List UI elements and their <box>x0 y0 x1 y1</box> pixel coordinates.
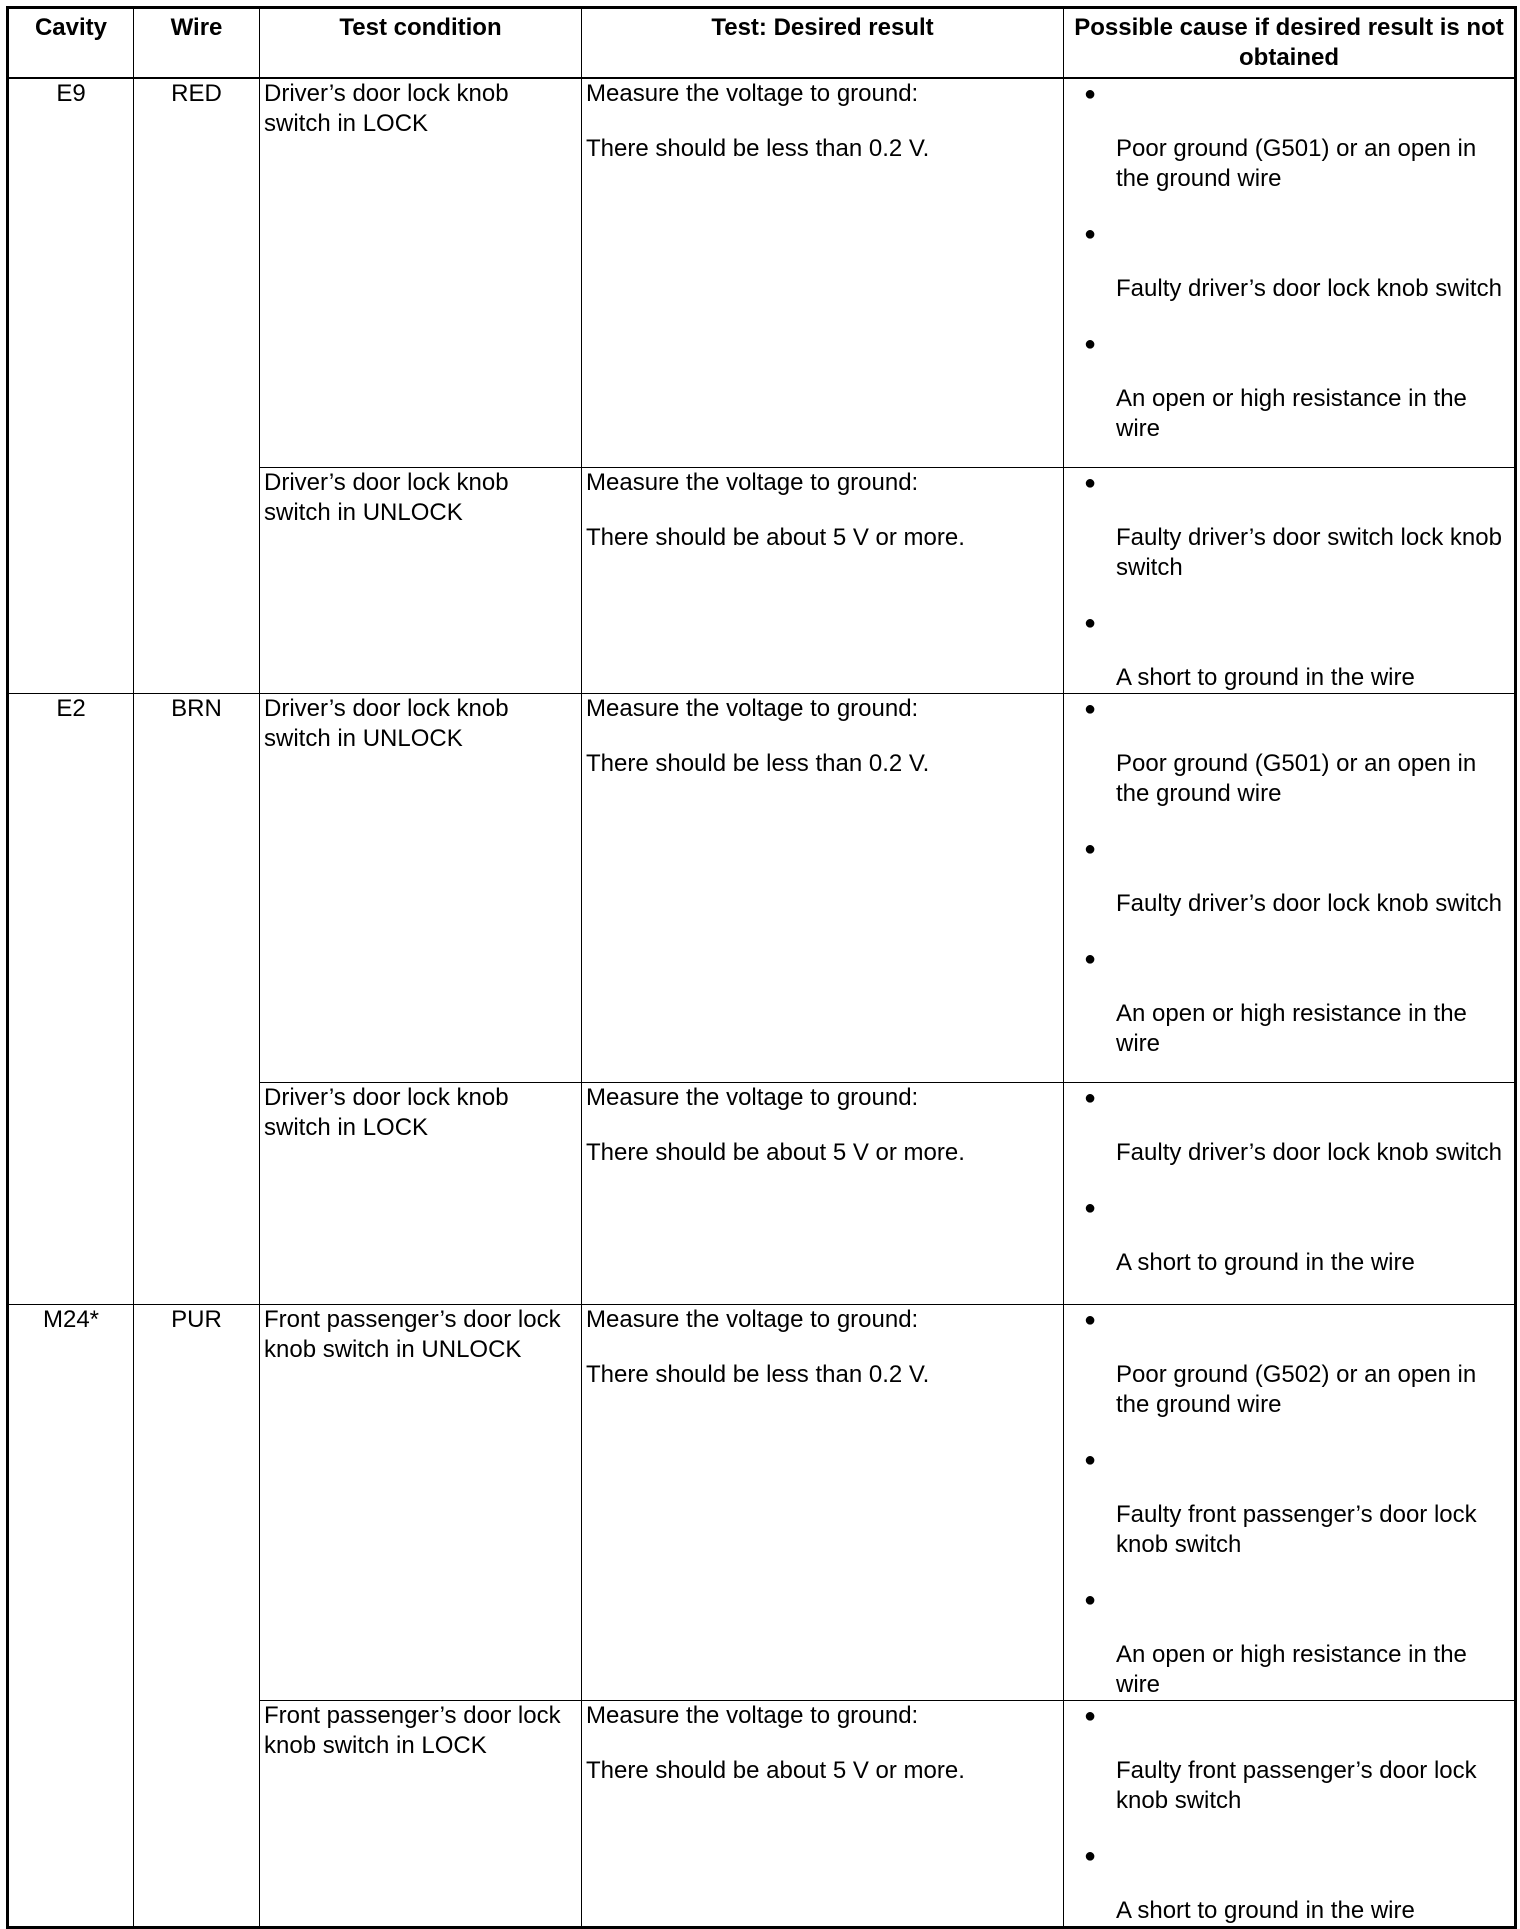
result-line: There should be less than 0.2 V. <box>586 1360 930 1388</box>
cause-item <box>1084 1305 1502 1420</box>
result-line: Measure the voltage to ground: <box>586 1701 919 1729</box>
cause-text: Faulty driver’s door lock knob switch <box>1116 275 1502 302</box>
wire-cell: PUR <box>134 1304 260 1927</box>
possible-cause-cell <box>1064 467 1516 693</box>
cause-text: A short to ground in the wire <box>1116 1248 1415 1276</box>
table-row <box>8 693 1516 1082</box>
bullet-icon: ● <box>1084 1704 1097 1727</box>
cause-text: A short to ground in the wire <box>1116 663 1415 691</box>
possible-cause-cell <box>1064 1082 1516 1304</box>
possible-cause-cell <box>1064 693 1516 1082</box>
wire-cell: BRN <box>134 693 260 1304</box>
test-condition-cell: Driver’s door lock knob switch in LOCK <box>260 1082 582 1304</box>
result-line: There should be about 5 V or more. <box>586 1138 965 1166</box>
cause-text: An open or high resistance in the wire <box>1116 999 1467 1057</box>
cause-text: An open or high resistance in the wire <box>1116 385 1467 442</box>
cavity-cell: M24* <box>8 1304 134 1927</box>
cause-text: Faulty driver’s door lock knob switch <box>1116 1138 1502 1166</box>
cause-item <box>1084 1585 1502 1700</box>
result-line: Measure the voltage to ground: <box>586 1083 919 1111</box>
result-line: Measure the voltage to ground: <box>586 694 919 722</box>
table-row <box>8 1304 1516 1700</box>
test-condition-cell: Driver’s door lock knob switch in UNLOCK <box>260 467 582 693</box>
header-possible-cause: Possible cause if desired result is not obtained <box>1064 8 1516 79</box>
test-condition-cell: Front passenger’s door lock knob switch in LOCK <box>260 1700 582 1927</box>
cause-text: Faulty driver’s door lock knob switch <box>1116 889 1502 917</box>
cavity-cell: E9 <box>8 78 134 693</box>
cause-text: Faulty front passenger’s door lock knob switch <box>1116 1756 1477 1814</box>
desired-result-cell <box>582 1082 1064 1304</box>
cause-text: Poor ground (G502) or an open in the ground wire <box>1116 1360 1477 1418</box>
desired-result-cell <box>582 1700 1064 1927</box>
header-row <box>8 8 1516 79</box>
result-line: Measure the voltage to ground: <box>586 468 919 496</box>
bullet-icon: ● <box>1084 83 1097 105</box>
desired-result-cell <box>582 78 1064 467</box>
header-desired-result: Test: Desired result <box>582 8 1064 79</box>
table-body <box>8 78 1516 1927</box>
cause-item <box>1084 1841 1502 1926</box>
wire-cell: RED <box>134 78 260 693</box>
bullet-icon: ● <box>1084 333 1097 355</box>
cause-text: An open or high resistance in the wire <box>1116 1640 1467 1698</box>
cause-item <box>1084 834 1502 919</box>
result-line: There should be about 5 V or more. <box>586 1756 965 1784</box>
bullet-icon: ● <box>1084 1308 1097 1331</box>
header-wire: Wire <box>134 8 260 79</box>
bullet-icon: ● <box>1084 697 1097 720</box>
cause-item <box>1084 219 1502 304</box>
bullet-icon: ● <box>1084 837 1097 860</box>
cause-item <box>1084 1445 1502 1560</box>
possible-cause-cell <box>1064 1304 1516 1700</box>
cause-text: Poor ground (G501) or an open in the ground wire <box>1116 135 1477 192</box>
result-line: There should be less than 0.2 V. <box>586 749 930 777</box>
bullet-icon: ● <box>1084 1844 1097 1867</box>
possible-cause-cell <box>1064 78 1516 467</box>
cause-text: A short to ground in the wire <box>1116 1896 1415 1924</box>
bullet-icon: ● <box>1084 1086 1097 1109</box>
bullet-icon: ● <box>1084 223 1097 245</box>
result-line: Measure the voltage to ground: <box>586 1305 919 1333</box>
bullet-icon: ● <box>1084 611 1097 634</box>
bullet-icon: ● <box>1084 471 1097 494</box>
cause-item <box>1084 608 1502 693</box>
cause-item <box>1084 694 1502 809</box>
desired-result-cell <box>582 1304 1064 1700</box>
header-test-condition: Test condition <box>260 8 582 79</box>
result-line: There should be about 5 V or more. <box>586 523 965 551</box>
table-row <box>8 78 1516 467</box>
test-condition-cell: Driver’s door lock knob switch in UNLOCK <box>260 693 582 1082</box>
cause-item <box>1084 329 1502 444</box>
bullet-icon: ● <box>1084 1588 1097 1611</box>
cause-item <box>1084 468 1502 583</box>
header-cavity: Cavity <box>8 8 134 79</box>
cavity-cell: E2 <box>8 693 134 1304</box>
bullet-icon: ● <box>1084 1196 1097 1219</box>
result-line: Measure the voltage to ground: <box>586 80 919 107</box>
test-condition-cell: Driver’s door lock knob switch in LOCK <box>260 78 582 467</box>
test-table <box>6 6 1517 1929</box>
cause-item <box>1084 79 1502 194</box>
cause-item <box>1084 1193 1502 1278</box>
bullet-icon: ● <box>1084 947 1097 970</box>
result-line: There should be less than 0.2 V. <box>586 135 930 162</box>
cause-item <box>1084 944 1502 1059</box>
cause-item <box>1084 1083 1502 1168</box>
test-condition-cell: Front passenger’s door lock knob switch in UNLOCK <box>260 1304 582 1700</box>
desired-result-cell <box>582 693 1064 1082</box>
cause-item <box>1084 1701 1502 1816</box>
cause-text: Faulty front passenger’s door lock knob switch <box>1116 1500 1477 1558</box>
desired-result-cell <box>582 467 1064 693</box>
possible-cause-cell <box>1064 1700 1516 1927</box>
cause-text: Faulty driver’s door switch lock knob switch <box>1116 523 1502 581</box>
bullet-icon: ● <box>1084 1448 1097 1471</box>
cause-text: Poor ground (G501) or an open in the ground wire <box>1116 749 1477 807</box>
